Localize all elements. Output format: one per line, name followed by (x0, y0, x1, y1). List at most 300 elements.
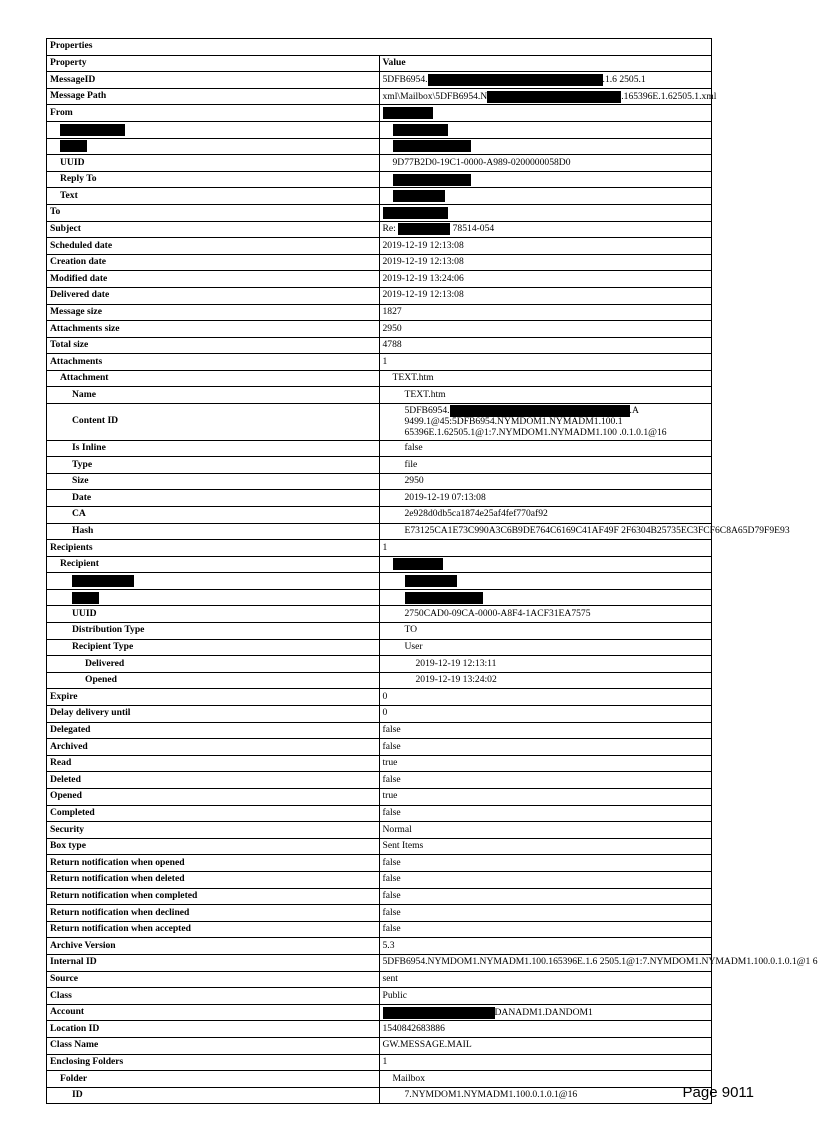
table-row (47, 221, 712, 238)
property-key (47, 606, 380, 623)
value-text: true (382, 790, 398, 802)
value-text: 2019-12-19 13:24:06 (382, 272, 464, 284)
value-text: DANADM1.DANDOM1 (494, 1006, 593, 1018)
property-value (379, 72, 712, 89)
property-value (379, 1021, 712, 1038)
value-text: 2019-12-19 13:24:02 (415, 674, 497, 686)
property-key (47, 404, 380, 440)
property-value (379, 971, 712, 988)
table-row (47, 540, 712, 557)
property-key-label: Delegated (50, 724, 91, 736)
property-key-label: Archive Version (50, 939, 116, 951)
header-row (47, 55, 712, 72)
property-key (47, 672, 380, 689)
property-value (379, 656, 712, 673)
property-key (47, 188, 380, 205)
property-key-label: Read (50, 757, 72, 769)
property-key-label: CA (72, 508, 86, 520)
value-text: TEXT.htm (404, 388, 446, 400)
value-text: false (382, 889, 401, 901)
property-key-label: Internal ID (50, 956, 97, 968)
value-text: TEXT.htm (392, 372, 434, 384)
table-row (47, 238, 712, 255)
property-value (379, 888, 712, 905)
table-row (47, 838, 712, 855)
property-key-label: Class Name (50, 1039, 99, 1051)
property-key-label: Return notification when declined (50, 906, 190, 918)
property-value (379, 1087, 712, 1104)
property-key-label: MessageID (50, 73, 96, 85)
property-key-label: Message size (50, 305, 102, 317)
header-property: Property (47, 55, 380, 72)
property-value (379, 188, 712, 205)
value-text: TO (404, 624, 418, 636)
property-value (379, 473, 712, 490)
property-key (47, 556, 380, 573)
property-key (47, 523, 380, 540)
property-value (379, 155, 712, 172)
value-text: GW.MESSAGE.MAIL (382, 1039, 472, 1051)
table-row (47, 589, 712, 606)
property-value (379, 254, 712, 271)
table-row (47, 72, 712, 89)
property-value (379, 138, 712, 155)
property-key (47, 1004, 380, 1021)
property-key (47, 573, 380, 590)
property-key (47, 72, 380, 89)
property-value (379, 204, 712, 221)
value-text: false (382, 873, 401, 885)
table-row (47, 1071, 712, 1088)
property-value (379, 623, 712, 640)
table-row (47, 1004, 712, 1021)
property-key-label: Archived (50, 740, 88, 752)
property-key (47, 1071, 380, 1088)
table-row (47, 1054, 712, 1071)
redaction-block (60, 124, 125, 136)
value-text: xml\Mailbox\5DFB6954.N (382, 90, 488, 102)
value-text: 1540842683886 (382, 1022, 445, 1034)
table-row (47, 855, 712, 872)
redaction-block (72, 575, 134, 587)
property-key-label: Recipient Type (72, 641, 134, 653)
property-key-label: UUID (72, 607, 97, 619)
property-value (379, 988, 712, 1005)
value-text: false (382, 740, 401, 752)
value-text: Mailbox (392, 1072, 426, 1084)
property-key (47, 88, 380, 105)
property-value (379, 105, 712, 122)
property-key-label: Modified date (50, 272, 108, 284)
property-key (47, 805, 380, 822)
value-text: 2019-12-19 12:13:08 (382, 256, 464, 268)
property-key (47, 321, 380, 338)
table-row (47, 971, 712, 988)
property-key (47, 954, 380, 971)
table-row (47, 623, 712, 640)
property-key (47, 1021, 380, 1038)
value-text: 2950 (382, 322, 402, 334)
table-row (47, 387, 712, 404)
value-text: Public (382, 989, 408, 1001)
value-text: 5DFB6954. (404, 405, 450, 417)
table-row (47, 321, 712, 338)
table-row (47, 822, 712, 839)
value-text: file (404, 458, 418, 470)
property-key (47, 337, 380, 354)
property-key (47, 722, 380, 739)
property-key (47, 988, 380, 1005)
property-key-label: Location ID (50, 1022, 100, 1034)
property-value (379, 706, 712, 723)
page-number: Page 9011 (682, 1084, 754, 1101)
property-value (379, 171, 712, 188)
property-key (47, 905, 380, 922)
property-value (379, 739, 712, 756)
property-key-label: Recipient (60, 558, 99, 570)
property-key-label: Source (50, 972, 79, 984)
table-row (47, 88, 712, 105)
property-value (379, 490, 712, 507)
property-value (379, 88, 717, 105)
property-value (379, 404, 712, 440)
value-text: 0 (382, 707, 388, 719)
property-key (47, 1054, 380, 1071)
value-text: false (382, 923, 401, 935)
property-key-label: Security (50, 823, 85, 835)
table-row (47, 656, 712, 673)
value-text: 1 (382, 355, 388, 367)
property-key (47, 304, 380, 321)
value-text: .165396E.1.62505.1.xml (621, 90, 717, 102)
property-value (379, 1004, 712, 1021)
value-text: 2019-12-19 12:13:11 (415, 657, 497, 669)
value-text: 7.NYMDOM1.NYMADM1.100.0.1.0.1@16 (404, 1089, 578, 1101)
property-value (379, 337, 712, 354)
property-value (379, 639, 712, 656)
table-row (47, 271, 712, 288)
property-key-label: Subject (50, 222, 81, 234)
property-key-label: From (50, 106, 73, 118)
table-row (47, 888, 712, 905)
property-key (47, 540, 380, 557)
property-value (379, 789, 712, 806)
table-row (47, 921, 712, 938)
redaction-block (393, 558, 443, 570)
property-key-label: Class (50, 989, 72, 1001)
value-text: Normal (382, 823, 412, 835)
property-key-label: To (50, 206, 61, 218)
value-text: false (382, 856, 401, 868)
property-key-label: Account (50, 1006, 85, 1018)
value-text: Re: (382, 223, 399, 235)
table-row (47, 287, 712, 304)
table-row (47, 672, 712, 689)
property-key (47, 623, 380, 640)
property-key-label: Delivered (85, 657, 125, 669)
redaction-block (383, 107, 433, 119)
property-value (379, 1071, 712, 1088)
value-text: 78514-054 (450, 223, 495, 235)
property-value (379, 238, 712, 255)
property-key-label: Is Inline (72, 441, 106, 453)
value-text: sent (382, 972, 398, 984)
table-row (47, 1037, 712, 1054)
property-value (379, 822, 712, 839)
property-key (47, 271, 380, 288)
property-key (47, 789, 380, 806)
title-row (47, 39, 712, 56)
property-value (379, 573, 712, 590)
property-key (47, 689, 380, 706)
property-key (47, 1087, 380, 1104)
table-row (47, 506, 712, 523)
property-value (379, 805, 712, 822)
value-text: 5DFB6954. (382, 74, 428, 86)
table-row (47, 337, 712, 354)
property-key (47, 938, 380, 955)
value-text: 1827 (382, 305, 402, 317)
property-key (47, 105, 380, 122)
property-value (379, 672, 712, 689)
value-text: 2019-12-19 12:13:08 (382, 289, 464, 301)
property-value (379, 304, 712, 321)
value-text: E73125CA1E73C990A3C6B9DE764C6169C41AF49F 2F6304B25735EC3FCF6C8A65D79F9E93 (404, 524, 790, 536)
property-value (379, 1054, 712, 1071)
property-key (47, 354, 380, 371)
value-text: .A (629, 405, 639, 417)
property-value (379, 370, 712, 387)
property-key-label: UUID (60, 156, 85, 168)
value-text: .1.6 2505.1 (602, 74, 646, 86)
property-key (47, 138, 380, 155)
table-row (47, 938, 712, 955)
table-row (47, 1021, 712, 1038)
table-row (47, 689, 712, 706)
table-title: Properties (47, 39, 712, 56)
property-key-label: Opened (85, 674, 117, 686)
value-text: 2019-12-19 12:13:08 (382, 239, 464, 251)
value-text: 2019-12-19 07:13:08 (404, 491, 486, 503)
table-row (47, 639, 712, 656)
property-key (47, 440, 380, 457)
value-text: 9D77B2D0-19C1-0000-A989-0200000058D0 (392, 156, 571, 168)
property-key-label: Creation date (50, 256, 107, 268)
table-row (47, 473, 712, 490)
table-row (47, 105, 712, 122)
property-key (47, 589, 380, 606)
value-text: 0 (382, 690, 388, 702)
table-row (47, 772, 712, 789)
property-value (379, 1037, 712, 1054)
value-text: Sent Items (382, 840, 424, 852)
property-key (47, 387, 380, 404)
value-text: 1 (382, 1055, 388, 1067)
redaction-block (487, 91, 621, 103)
property-key (47, 772, 380, 789)
property-key-label: ID (72, 1089, 83, 1101)
value-text: false (382, 773, 401, 785)
property-value (379, 121, 712, 138)
property-value (379, 540, 712, 557)
property-key-label: Deleted (50, 773, 81, 785)
property-key (47, 838, 380, 855)
property-key (47, 473, 380, 490)
property-key-label: Total size (50, 339, 89, 351)
property-key-label: Reply To (60, 173, 97, 185)
redaction-block (60, 140, 87, 152)
property-value (379, 589, 712, 606)
property-value (379, 287, 712, 304)
property-key (47, 755, 380, 772)
value-text: 2e928d0db5ca1874e25af4fef770af92 (404, 508, 548, 520)
redaction-block (393, 124, 448, 136)
table-row (47, 739, 712, 756)
table-row (47, 722, 712, 739)
table-row (47, 204, 712, 221)
property-key (47, 1037, 380, 1054)
table-row (47, 1087, 712, 1104)
property-key-label: Return notification when completed (50, 889, 198, 901)
header-value: Value (379, 55, 712, 72)
value-text: 5.3 (382, 939, 395, 951)
property-key-label: Size (72, 475, 89, 487)
value-text: 9499.1@45:5DFB6954.NYMDOM1.NYMADM1.100.1 (404, 416, 623, 428)
table-row (47, 573, 712, 590)
property-value (379, 387, 712, 404)
property-key (47, 822, 380, 839)
property-key-label: Name (72, 388, 96, 400)
property-key-label: Attachments size (50, 322, 120, 334)
property-key-label: Expire (50, 690, 78, 702)
table-row (47, 121, 712, 138)
redaction-block (393, 174, 471, 186)
table-row (47, 523, 712, 540)
property-key-label: Text (60, 189, 78, 201)
property-value (379, 221, 712, 238)
property-key-label: Hash (72, 524, 94, 536)
property-key (47, 871, 380, 888)
property-key (47, 971, 380, 988)
table-row (47, 304, 712, 321)
property-key (47, 739, 380, 756)
table-row (47, 954, 712, 971)
property-value (379, 838, 712, 855)
property-value (379, 321, 712, 338)
property-key (47, 155, 380, 172)
property-key-label: Opened (50, 790, 82, 802)
property-key-label: Type (72, 458, 93, 470)
property-value (379, 755, 712, 772)
redaction-block (393, 140, 471, 152)
property-value (379, 354, 712, 371)
property-key-label: Distribution Type (72, 624, 145, 636)
property-value (379, 523, 790, 540)
table-row (47, 556, 712, 573)
value-text: true (382, 757, 398, 769)
property-key-label: Enclosing Folders (50, 1055, 124, 1067)
property-value (379, 722, 712, 739)
table-row (47, 905, 712, 922)
redaction-block (398, 223, 450, 235)
property-key-label: Return notification when accepted (50, 923, 191, 935)
property-key (47, 204, 380, 221)
value-text: 2750CAD0-09CA-0000-A8F4-1ACF31EA7575 (404, 607, 591, 619)
value-text: 65396E.1.62505.1@1:7.NYMDOM1.NYMADM1.100 .0.1.0.1@16 (404, 426, 667, 438)
property-value (379, 606, 712, 623)
value-text: 4788 (382, 339, 402, 351)
table-row (47, 404, 712, 440)
redaction-block (405, 575, 457, 587)
table-row (47, 871, 712, 888)
value-text: false (382, 807, 401, 819)
property-key (47, 506, 380, 523)
property-value (379, 689, 712, 706)
table-row (47, 370, 712, 387)
property-key-label: Message Path (50, 90, 107, 102)
property-key-label: Folder (60, 1072, 88, 1084)
redaction-block (393, 190, 445, 202)
property-key (47, 221, 380, 238)
table-row (47, 805, 712, 822)
property-key (47, 254, 380, 271)
table-row (47, 457, 712, 474)
table-row (47, 440, 712, 457)
redaction-block (383, 207, 448, 219)
value-text: User (404, 641, 423, 653)
redaction-block (72, 592, 99, 604)
property-key (47, 490, 380, 507)
value-text: 5DFB6954.NYMDOM1.NYMADM1.100.165396E.1.6 2505.1@1:7.NYMDOM1.NYMADM1.100.0.1.0.1@1 6 (382, 956, 818, 968)
table-row (47, 354, 712, 371)
property-value (379, 921, 712, 938)
property-value (379, 772, 712, 789)
table-row (47, 171, 712, 188)
property-value (379, 855, 712, 872)
table-row (47, 138, 712, 155)
property-key (47, 121, 380, 138)
property-key-label: Recipients (50, 541, 93, 553)
property-value (379, 905, 712, 922)
table-row (47, 490, 712, 507)
property-value (379, 556, 712, 573)
property-key (47, 457, 380, 474)
property-key (47, 888, 380, 905)
property-key-label: Box type (50, 840, 86, 852)
property-key (47, 238, 380, 255)
property-key (47, 370, 380, 387)
table-row (47, 988, 712, 1005)
property-key (47, 855, 380, 872)
property-key-label: Attachment (60, 372, 109, 384)
property-key-label: Date (72, 491, 92, 503)
value-text: 1 (382, 541, 388, 553)
property-value (379, 457, 712, 474)
property-key (47, 656, 380, 673)
property-key (47, 706, 380, 723)
property-key-label: Return notification when deleted (50, 873, 185, 885)
value-text: false (404, 441, 423, 453)
property-value (379, 440, 712, 457)
value-text: 2950 (404, 475, 424, 487)
redaction-block (405, 592, 483, 604)
property-key-label: Return notification when opened (50, 856, 185, 868)
property-key (47, 171, 380, 188)
property-key (47, 639, 380, 656)
table-row (47, 706, 712, 723)
property-key-label: Completed (50, 807, 95, 819)
table-row (47, 755, 712, 772)
